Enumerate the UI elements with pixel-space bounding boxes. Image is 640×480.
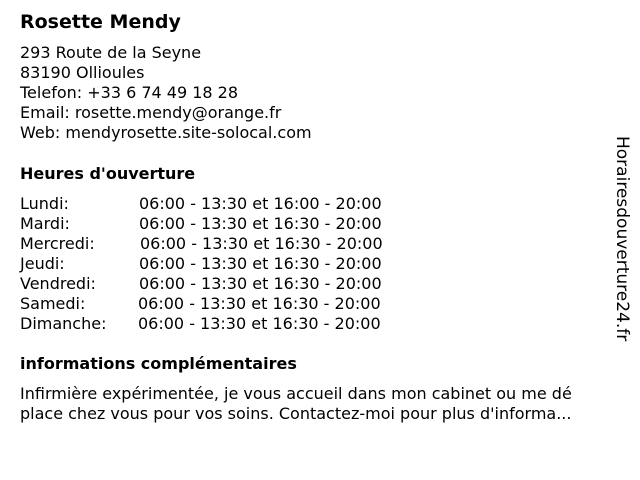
site-watermark: Horairesdouverture24.fr (612, 136, 632, 342)
business-name: Rosette Mendy (20, 11, 181, 33)
address-street: 293 Route de la Seyne (20, 43, 202, 62)
hours-time: 06:00 - 13:30 et 16:30 - 20:00 (138, 294, 381, 313)
hours-time: 06:00 - 13:30 et 16:30 - 20:00 (139, 214, 382, 233)
hours-day: Dimanche: (20, 314, 107, 333)
hours-time: 06:00 - 13:30 et 16:30 - 20:00 (140, 234, 383, 253)
hours-time: 06:00 - 13:30 et 16:30 - 20:00 (139, 254, 382, 273)
opening-hours-title: Heures d'ouverture (20, 164, 196, 183)
hours-day: Jeudi: (20, 254, 65, 273)
additional-info-line: place chez vous pour vos soins. Contactez-moi pour plus d'informa... (20, 404, 572, 423)
hours-time: 06:00 - 13:30 et 16:30 - 20:00 (139, 274, 382, 293)
hours-day: Vendredi: (20, 274, 96, 293)
phone-text: Telefon: +33 6 74 49 18 28 (20, 83, 239, 102)
hours-day: Mercredi: (20, 234, 95, 253)
hours-day: Lundi: (20, 194, 69, 213)
hours-day: Samedi: (20, 294, 86, 313)
email-text: Email: rosette.mendy@orange.fr (20, 103, 282, 122)
hours-day: Mardi: (20, 214, 70, 233)
website-text: Web: mendyrosette.site-solocal.com (20, 123, 312, 142)
additional-info-text (20, 384, 624, 424)
additional-info-title: informations complémentaires (20, 354, 297, 373)
hours-time: 06:00 - 13:30 et 16:30 - 20:00 (138, 314, 381, 333)
hours-time: 06:00 - 13:30 et 16:00 - 20:00 (139, 194, 382, 213)
contact-block (20, 43, 312, 143)
additional-info-line: Infirmière expérimentée, je vous accueil dans mon cabinet ou me dé (20, 384, 572, 403)
address-city: 83190 Ollioules (20, 63, 145, 82)
